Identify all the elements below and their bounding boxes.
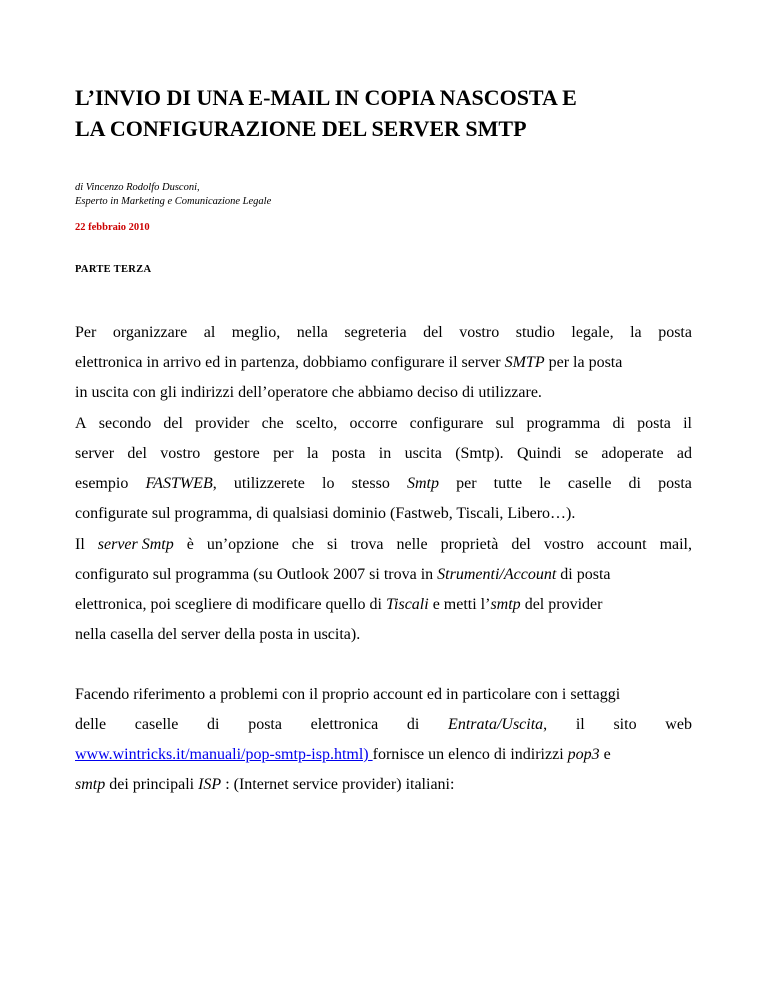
paragraph-3 (75, 530, 692, 650)
word: sul (495, 415, 515, 432)
word-with-punctuation: FASTWEB, (145, 475, 217, 492)
word: in (378, 445, 392, 462)
word: posta (331, 445, 366, 462)
word: mail, (659, 536, 692, 553)
word: ad (676, 445, 692, 462)
paragraph-4-line-3: www.wintricks.it/manuali/pop-smtp-isp.html) fornisce un elenco di indirizzi pop3 e (75, 746, 611, 763)
word: vostro (459, 324, 500, 341)
word: posta (637, 415, 671, 432)
word: utilizzerete (233, 475, 305, 492)
word: del (423, 324, 443, 341)
word: proprietà (440, 536, 499, 553)
word: del (127, 445, 147, 462)
word: elettronica (310, 716, 379, 733)
paragraph-1-line-1 (75, 318, 692, 348)
word: configurare (409, 415, 484, 432)
word: secondo (98, 415, 152, 432)
word: programma (526, 415, 601, 432)
author-role: Esperto in Marketing e Comunicazione Legale (75, 196, 272, 207)
word: posta (658, 324, 692, 341)
word: le (539, 475, 551, 492)
paragraph-4-line-1: Facendo riferimento a problemi con il proprio account ed in particolare con i settaggi (75, 686, 621, 703)
author-name: di Vincenzo Rodolfo Dusconi, (75, 182, 200, 193)
word: trova (350, 536, 384, 553)
paragraph-2 (75, 409, 692, 529)
paragraph-2-line-4: configurate sul programma, di qualsiasi dominio (Fastweb, Tiscali, Libero…). (75, 505, 576, 522)
word: account (596, 536, 647, 553)
paragraph-3-line-4: nella casella del server della posta in uscita). (75, 626, 361, 643)
word: meglio, (231, 324, 281, 341)
document-title (75, 82, 692, 144)
word: che (291, 536, 314, 553)
word: la (306, 445, 319, 462)
word: sito (613, 716, 637, 733)
word: per (273, 445, 294, 462)
word: tutte (493, 475, 523, 492)
word: un’opzione (206, 536, 279, 553)
word: occorre (349, 415, 398, 432)
word: caselle (567, 475, 612, 492)
word: del (163, 415, 183, 432)
title-line-2: LA CONFIGURAZIONE DEL SERVER SMTP (75, 116, 527, 141)
paragraph-2-line-3: esempio FASTWEB, utilizzerete lo stesso Smtp per tutte le caselle di posta (75, 469, 692, 499)
word: studio (515, 324, 555, 341)
word: del (511, 536, 531, 553)
word: Quindi (516, 445, 562, 462)
word: vostro (160, 445, 201, 462)
word: server (75, 445, 115, 462)
paragraph-3-line-1: Il server Smtp è un’opzione che si trova nelle proprietà del vostro account mail, (75, 530, 692, 560)
title-line-1: L’INVIO DI UNA E-MAIL IN COPIA NASCOSTA E (75, 85, 577, 110)
word: si (326, 536, 338, 553)
word: per (456, 475, 477, 492)
paragraph-1 (75, 318, 692, 408)
word: la (630, 324, 642, 341)
word: il (683, 415, 692, 432)
word: posta (658, 475, 692, 492)
paragraph-4 (75, 680, 692, 800)
word: gestore (213, 445, 260, 462)
section-heading: PARTE TERZA (75, 264, 152, 275)
word: lo (322, 475, 335, 492)
word: il (575, 716, 585, 733)
word: uscita (404, 445, 442, 462)
wintricks-link[interactable]: www.wintricks.it/manuali/pop-smtp-isp.html) (75, 746, 373, 763)
word: che (261, 415, 284, 432)
word: stesso (351, 475, 390, 492)
word: scelto, (295, 415, 338, 432)
word: nella (296, 324, 328, 341)
word-with-punctuation: Entrata/Uscita, (448, 716, 548, 733)
author-byline (75, 181, 271, 209)
word: Per (75, 324, 97, 341)
paragraph-1-line-2: elettronica in arrivo ed in partenza, dobbiamo configurare il server SMTP per la posta (75, 354, 623, 371)
paragraph-2-line-2 (75, 439, 692, 469)
word: segreteria (344, 324, 407, 341)
paragraph-1-line-3: in uscita con gli indirizzi dell’operatore che abbiamo deciso di utilizzare. (75, 384, 542, 401)
word: è (186, 536, 194, 553)
paragraph-3-line-3: elettronica, poi scegliere di modificare quello di Tiscali e metti l’smtp del provider (75, 596, 603, 613)
word: posta (248, 716, 282, 733)
word: vostro (543, 536, 584, 553)
word: adoperate (601, 445, 664, 462)
word: caselle (134, 716, 179, 733)
publication-date: 22 febbraio 2010 (75, 222, 150, 233)
word: legale, (571, 324, 614, 341)
word: nelle (396, 536, 428, 553)
word: di (406, 716, 420, 733)
word: web (665, 716, 692, 733)
word: delle (75, 716, 107, 733)
word: provider (195, 415, 250, 432)
paragraph-2-line-1 (75, 409, 692, 439)
word: (Smtp). (455, 445, 504, 462)
paragraph-3-line-2: configurato sul programma (su Outlook 2007 si trova in Strumenti/Account di posta (75, 566, 611, 583)
paragraph-4-line-2 (75, 710, 692, 740)
word: di (207, 716, 220, 733)
paragraph-4-line-4: smtp dei principali ISP : (Internet service provider) italiani: (75, 776, 455, 793)
word: di (628, 475, 641, 492)
word: al (203, 324, 216, 341)
word: di (612, 415, 625, 432)
word: A (75, 415, 87, 432)
word: se (574, 445, 589, 462)
word: organizzare (112, 324, 188, 341)
